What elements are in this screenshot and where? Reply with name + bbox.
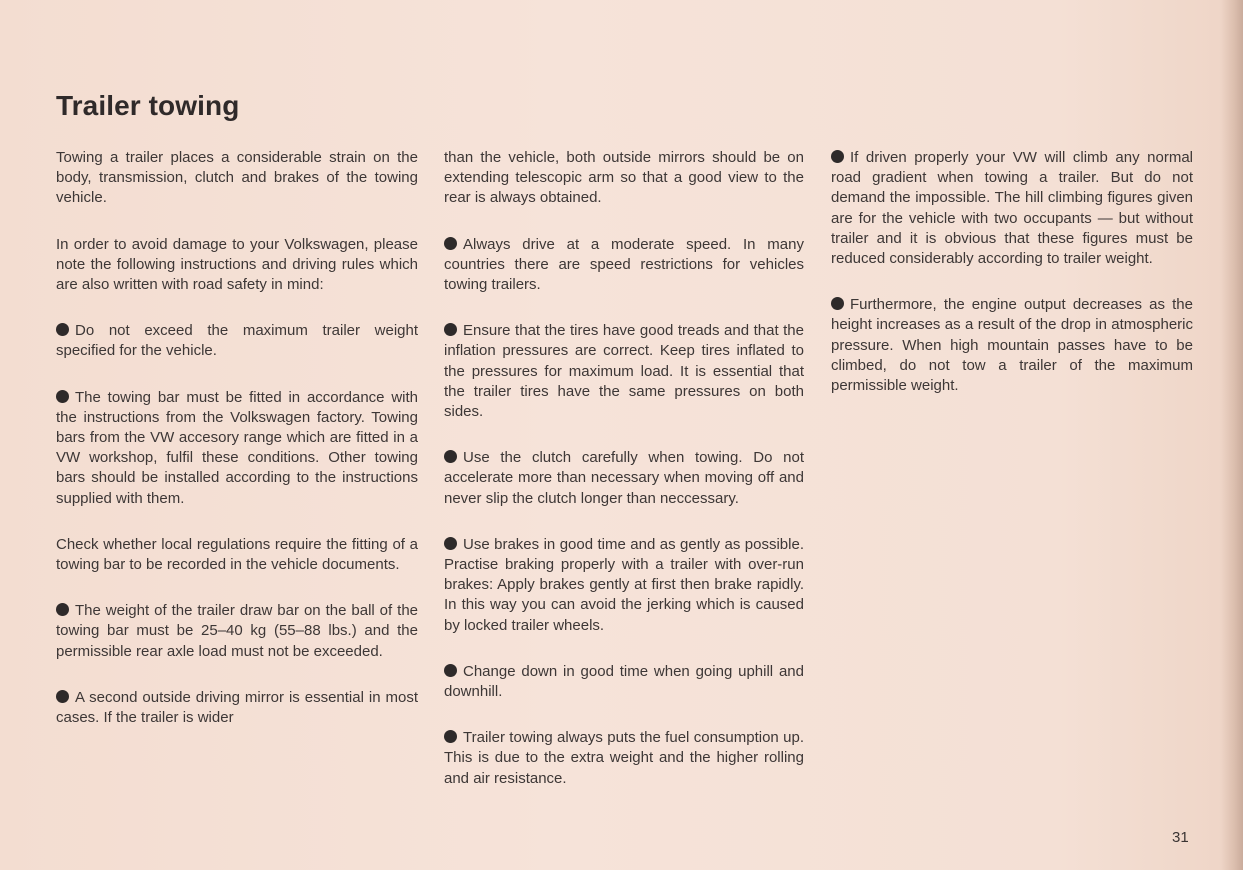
text-column-1 [56,148,418,754]
bullet-paragraph: If driven properly your VW will climb any normal road gradient when towing a trailer. But do not demand the impossible. The hill climbing figures given are for the vehicle with two occupants — but without trailer and it is obvious that these figures must be reduced considerably according to trailer weight. [831,149,1193,268]
paragraph: than the vehicle, both outside mirrors should be on extending telescopic arm so that a good view to the rear is always obtained. [444,149,804,207]
bullet-dot-icon [444,664,457,677]
bullet-dot-icon [831,297,844,310]
bullet-dot-icon [56,690,69,703]
text-column-2 [444,148,804,815]
bullet-paragraph: Ensure that the tires have good treads and that the inflation pressures are correct. Keep tires inflated to the pressures for maximum load. It is essential that the trailer tires have the same pressures on both sides. [444,322,804,421]
bullet-dot-icon [444,450,457,463]
paragraph: Check whether local regulations require the fitting of a towing bar to be recorded in the vehicle documents. [56,535,418,574]
page-title: Trailer towing [56,90,240,121]
bullet-paragraph: The weight of the trailer draw bar on the ball of the towing bar must be 25–40 kg (55–88 lbs.) and the permissible rear axle load must not be exceeded. [56,602,418,660]
paragraph: In order to avoid damage to your Volkswagen, please note the following instructions and driving rules which are also written with road safety in mind: [56,235,418,294]
text-column-3 [831,148,1193,422]
bullet-paragraph: Furthermore, the engine output decreases as the height increases as a result of the drop in atmospheric pressure. When high mountain passes have to be climbed, do not tow a trailer of the maximum permissible weight. [831,296,1193,395]
bullet-dot-icon [444,323,457,336]
paragraph: Towing a trailer places a considerable strain on the body, transmission, clutch and brakes of the towing vehicle. [56,149,418,207]
bullet-paragraph: Change down in good time when going uphill and downhill. [444,662,804,701]
bullet-paragraph: Trailer towing always puts the fuel consumption up. This is due to the extra weight and the higher rolling and air resistance. [444,729,804,787]
bullet-dot-icon [444,237,457,250]
bullet-dot-icon [56,323,69,336]
bullet-paragraph: The towing bar must be fitted in accordance with the instructions from the Volkswagen factory. Towing bars from the VW accesory range which are fitted in a VW workshop, fulfil these conditions. Other towing bars should be installed according to the instructions supplied with them. [56,388,418,507]
bullet-paragraph: Do not exceed the maximum trailer weight specified for the vehicle. [56,322,418,360]
bullet-paragraph: Always drive at a moderate speed. In many countries there are speed restrictions for vehicles towing trailers. [444,235,804,294]
page-edge-shadow [1221,0,1243,870]
bullet-dot-icon [444,730,457,743]
bullet-paragraph: Use the clutch carefully when towing. Do not accelerate more than necessary when moving off and never slip the clutch longer than neccessary. [444,449,804,507]
bullet-dot-icon [56,603,69,616]
page-number: 31 [1172,829,1189,846]
bullet-paragraph: A second outside driving mirror is essential in most cases. If the trailer is wider [56,688,418,727]
bullet-paragraph: Use brakes in good time and as gently as possible. Practise braking properly with a trailer with over-run brakes: Apply brakes gently at first then brake rapidly. In this way you can avoid the jerking which is caused by locked trailer wheels. [444,535,804,634]
bullet-dot-icon [444,537,457,550]
bullet-dot-icon [56,390,69,403]
bullet-dot-icon [831,150,844,163]
